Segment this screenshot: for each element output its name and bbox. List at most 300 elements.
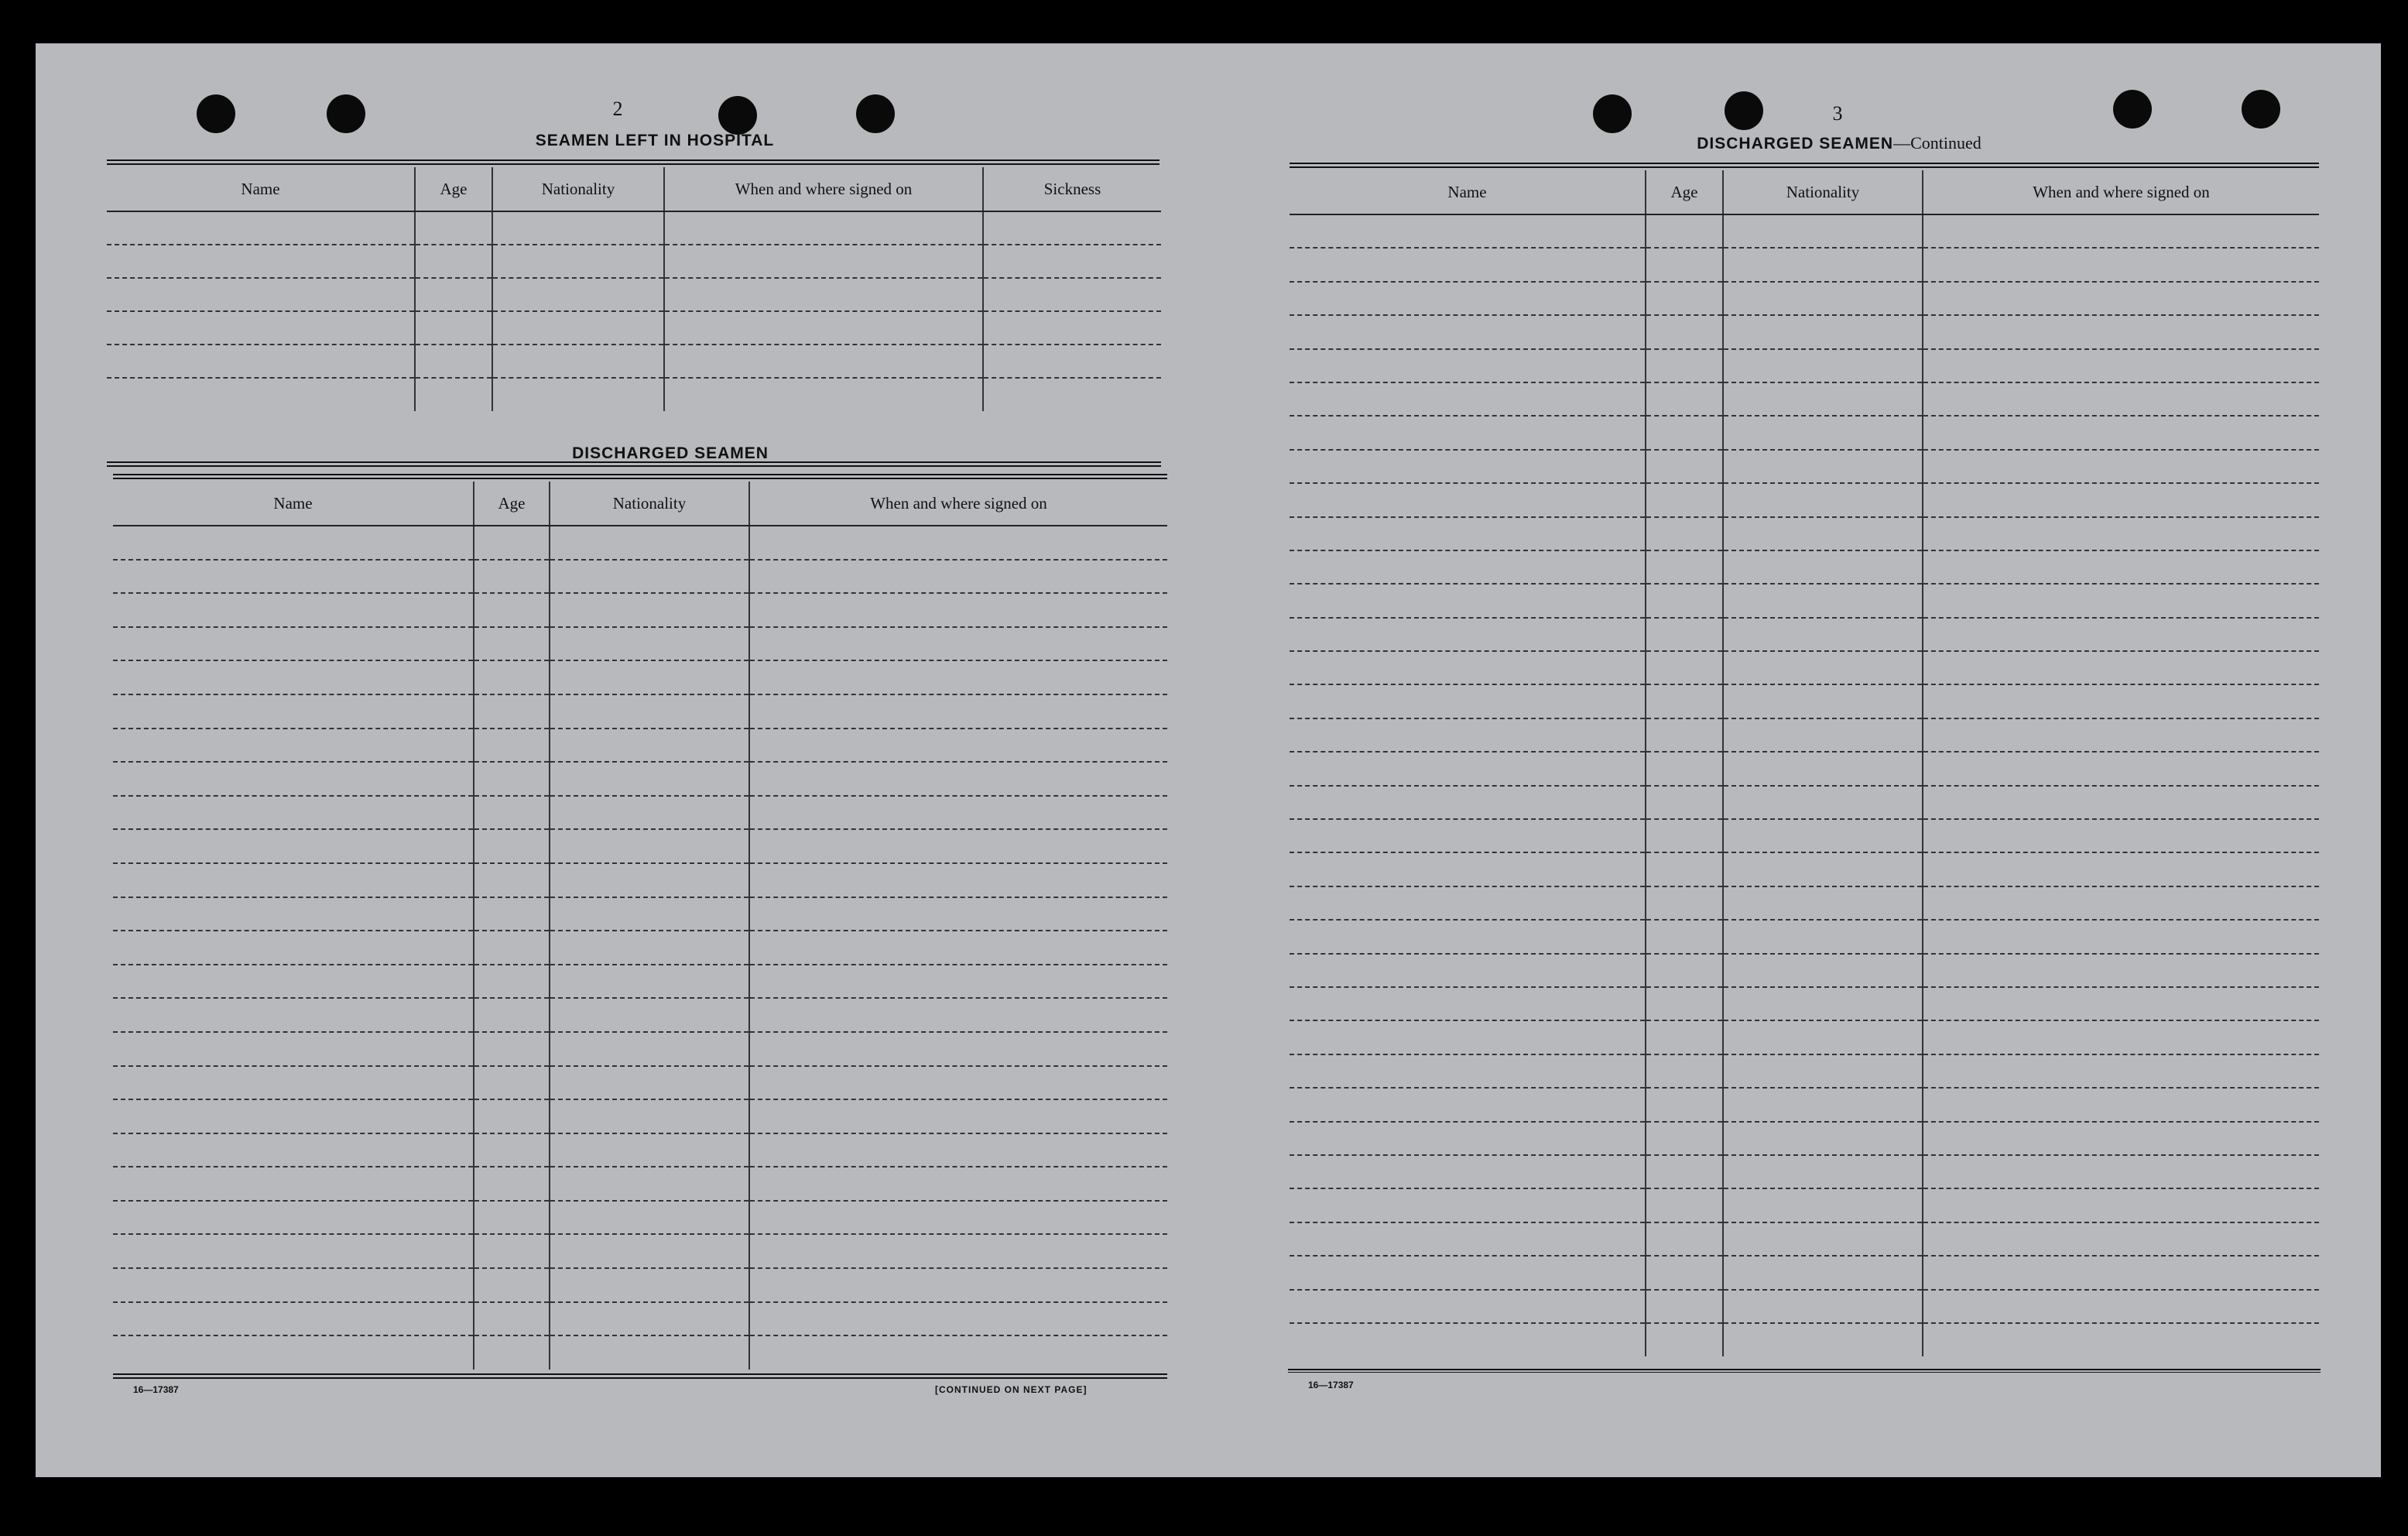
- blank-cell[interactable]: [550, 593, 749, 627]
- blank-cell[interactable]: [1723, 920, 1923, 953]
- blank-cell[interactable]: [983, 345, 1161, 378]
- blank-cell[interactable]: [113, 1066, 474, 1100]
- blank-cell[interactable]: [474, 1302, 550, 1336]
- blank-cell[interactable]: [1646, 1222, 1723, 1256]
- blank-cell[interactable]: [474, 965, 550, 999]
- blank-cell[interactable]: [1723, 886, 1923, 920]
- blank-cell[interactable]: [1723, 1054, 1923, 1088]
- blank-cell[interactable]: [113, 1201, 474, 1235]
- blank-cell[interactable]: [1923, 416, 2319, 449]
- blank-cell[interactable]: [1646, 618, 1723, 651]
- blank-cell[interactable]: [1923, 1222, 2319, 1256]
- blank-cell[interactable]: [1723, 1256, 1923, 1289]
- blank-cell[interactable]: [113, 1234, 474, 1268]
- blank-cell[interactable]: [474, 762, 550, 796]
- blank-cell[interactable]: [1646, 450, 1723, 483]
- blank-cell[interactable]: [1646, 1122, 1723, 1155]
- table-row: [1290, 1188, 2319, 1222]
- blank-cell[interactable]: [664, 278, 983, 311]
- blank-cell[interactable]: [1923, 550, 2319, 584]
- blank-cell[interactable]: [749, 965, 1167, 999]
- discharged-continued-table: [1290, 170, 2319, 1356]
- blank-cell[interactable]: [1646, 718, 1723, 752]
- blank-cell[interactable]: [550, 526, 749, 560]
- blank-cell[interactable]: [1290, 1155, 1646, 1188]
- blank-cell[interactable]: [1923, 450, 2319, 483]
- blank-cell[interactable]: [474, 1167, 550, 1201]
- blank-cell[interactable]: [113, 1302, 474, 1336]
- blank-cell[interactable]: [1290, 920, 1646, 953]
- continued-note: [CONTINUED ON NEXT PAGE]: [935, 1384, 1088, 1395]
- blank-cell[interactable]: [113, 560, 474, 594]
- blank-cell[interactable]: [1723, 382, 1923, 416]
- form-sheet: [36, 43, 2381, 1477]
- blank-cell[interactable]: [1646, 1088, 1723, 1121]
- discharged-continued-bottom-rule: [1288, 1369, 2321, 1373]
- blank-cell[interactable]: [1723, 282, 1923, 315]
- blank-cell[interactable]: [107, 245, 415, 278]
- blank-cell[interactable]: [113, 796, 474, 830]
- blank-cell[interactable]: [1723, 248, 1923, 281]
- blank-cell[interactable]: [1723, 349, 1923, 382]
- blank-cell[interactable]: [1646, 315, 1723, 348]
- blank-cell[interactable]: [1646, 684, 1723, 718]
- blank-cell[interactable]: [492, 211, 664, 245]
- blank-cell[interactable]: [983, 211, 1161, 245]
- blank-cell[interactable]: [1923, 618, 2319, 651]
- blank-cell[interactable]: [492, 245, 664, 278]
- blank-cell[interactable]: [1923, 954, 2319, 987]
- blank-cell[interactable]: [1646, 1256, 1723, 1289]
- blank-cell[interactable]: [1646, 954, 1723, 987]
- blank-cell[interactable]: [983, 278, 1161, 311]
- blank-cell[interactable]: [1646, 1323, 1723, 1356]
- blank-cell[interactable]: [1923, 1155, 2319, 1188]
- blank-cell[interactable]: [1646, 483, 1723, 516]
- blank-cell[interactable]: [1646, 1020, 1723, 1054]
- blank-cell[interactable]: [1646, 1155, 1723, 1188]
- blank-cell[interactable]: [1723, 1122, 1923, 1155]
- blank-cell[interactable]: [113, 1099, 474, 1133]
- blank-cell[interactable]: [550, 965, 749, 999]
- blank-cell[interactable]: [1723, 1020, 1923, 1054]
- blank-cell[interactable]: [1923, 1188, 2319, 1222]
- blank-cell[interactable]: [1723, 786, 1923, 819]
- blank-cell[interactable]: [1646, 886, 1723, 920]
- blank-cell[interactable]: [474, 560, 550, 594]
- blank-cell[interactable]: [1723, 618, 1923, 651]
- blank-cell[interactable]: [107, 278, 415, 311]
- blank-cell[interactable]: [1646, 584, 1723, 617]
- blank-cell[interactable]: [664, 311, 983, 345]
- blank-cell[interactable]: [749, 1167, 1167, 1201]
- blank-cell[interactable]: [1646, 651, 1723, 684]
- blank-cell[interactable]: [107, 311, 415, 345]
- blank-cell[interactable]: [749, 1201, 1167, 1235]
- blank-cell[interactable]: [113, 729, 474, 763]
- blank-cell[interactable]: [1646, 517, 1723, 550]
- blank-cell[interactable]: [107, 345, 415, 378]
- blank-cell[interactable]: [1923, 920, 2319, 953]
- blank-cell[interactable]: [113, 526, 474, 560]
- table-row: [107, 245, 1161, 278]
- blank-cell[interactable]: [1290, 1222, 1646, 1256]
- blank-cell[interactable]: [1290, 852, 1646, 886]
- table-row: [1290, 382, 2319, 416]
- blank-cell[interactable]: [749, 931, 1167, 965]
- blank-cell[interactable]: [113, 1032, 474, 1066]
- blank-cell[interactable]: [1923, 1323, 2319, 1356]
- blank-cell[interactable]: [1290, 517, 1646, 550]
- blank-cell[interactable]: [1723, 987, 1923, 1020]
- blank-cell[interactable]: [1646, 920, 1723, 953]
- blank-cell[interactable]: [1290, 416, 1646, 449]
- blank-cell[interactable]: [1290, 786, 1646, 819]
- blank-cell[interactable]: [1723, 819, 1923, 852]
- blank-cell[interactable]: [983, 311, 1161, 345]
- table-row: [1290, 819, 2319, 852]
- blank-cell[interactable]: [1723, 684, 1923, 718]
- blank-cell[interactable]: [107, 211, 415, 245]
- blank-cell[interactable]: [492, 378, 664, 411]
- blank-cell[interactable]: [749, 1066, 1167, 1100]
- blank-cell[interactable]: [1290, 1323, 1646, 1356]
- blank-cell[interactable]: [1923, 752, 2319, 785]
- blank-cell[interactable]: [550, 1268, 749, 1302]
- blank-cell[interactable]: [749, 863, 1167, 897]
- blank-cell[interactable]: [1723, 852, 1923, 886]
- blank-cell[interactable]: [749, 694, 1167, 729]
- blank-cell[interactable]: [550, 627, 749, 661]
- blank-cell[interactable]: [1646, 282, 1723, 315]
- blank-cell[interactable]: [1723, 1188, 1923, 1222]
- blank-cell[interactable]: [415, 311, 492, 345]
- table-row: [1290, 550, 2319, 584]
- blank-cell[interactable]: [474, 1099, 550, 1133]
- blank-cell[interactable]: [1723, 315, 1923, 348]
- discharged-top-rule: [113, 474, 1167, 479]
- blank-cell[interactable]: [415, 378, 492, 411]
- table-row: [113, 1234, 1167, 1268]
- blank-cell[interactable]: [1923, 483, 2319, 516]
- blank-cell[interactable]: [749, 1032, 1167, 1066]
- blank-cell[interactable]: [1290, 349, 1646, 382]
- blank-cell[interactable]: [474, 897, 550, 931]
- blank-cell[interactable]: [749, 897, 1167, 931]
- blank-cell[interactable]: [749, 560, 1167, 594]
- blank-cell[interactable]: [474, 1133, 550, 1167]
- blank-cell[interactable]: [1646, 852, 1723, 886]
- blank-cell[interactable]: [113, 1335, 474, 1370]
- blank-cell[interactable]: [749, 829, 1167, 863]
- blank-cell[interactable]: [474, 627, 550, 661]
- blank-cell[interactable]: [1290, 1188, 1646, 1222]
- blank-cell[interactable]: [1723, 718, 1923, 752]
- blank-cell[interactable]: [1646, 752, 1723, 785]
- blank-cell[interactable]: [1646, 786, 1723, 819]
- blank-cell[interactable]: [1923, 517, 2319, 550]
- blank-cell[interactable]: [1723, 517, 1923, 550]
- table-row: [1290, 214, 2319, 248]
- blank-cell[interactable]: [474, 863, 550, 897]
- blank-cell[interactable]: [1290, 584, 1646, 617]
- blank-cell[interactable]: [550, 998, 749, 1032]
- blank-cell[interactable]: [1723, 450, 1923, 483]
- table-row: [113, 998, 1167, 1032]
- blank-cell[interactable]: [1723, 584, 1923, 617]
- blank-cell[interactable]: [474, 1335, 550, 1370]
- blank-cell[interactable]: [550, 694, 749, 729]
- blank-cell[interactable]: [492, 278, 664, 311]
- blank-cell[interactable]: [1290, 214, 1646, 248]
- blank-cell[interactable]: [492, 311, 664, 345]
- blank-cell[interactable]: [1646, 987, 1723, 1020]
- blank-cell[interactable]: [492, 345, 664, 378]
- blank-cell[interactable]: [415, 211, 492, 245]
- hospital-table: [107, 167, 1161, 411]
- blank-cell[interactable]: [1290, 1054, 1646, 1088]
- table-row: [1290, 954, 2319, 987]
- blank-cell[interactable]: [1290, 1088, 1646, 1121]
- blank-cell[interactable]: [983, 245, 1161, 278]
- blank-cell[interactable]: [664, 345, 983, 378]
- blank-cell[interactable]: [749, 998, 1167, 1032]
- blank-cell[interactable]: [550, 829, 749, 863]
- blank-cell[interactable]: [550, 1302, 749, 1336]
- table-row: [113, 1167, 1167, 1201]
- blank-cell[interactable]: [1923, 282, 2319, 315]
- blank-cell[interactable]: [113, 593, 474, 627]
- left-page: [36, 43, 1197, 1477]
- blank-cell[interactable]: [1646, 1054, 1723, 1088]
- blank-cell[interactable]: [415, 345, 492, 378]
- blank-cell[interactable]: [550, 931, 749, 965]
- table-row: [1290, 1088, 2319, 1121]
- blank-cell[interactable]: [1923, 1122, 2319, 1155]
- blank-cell[interactable]: [1290, 1122, 1646, 1155]
- blank-cell[interactable]: [749, 660, 1167, 694]
- table-row: [1290, 1323, 2319, 1356]
- blank-cell[interactable]: [474, 660, 550, 694]
- blank-cell[interactable]: [113, 1268, 474, 1302]
- column-header-signed-on: When and where signed on: [664, 167, 983, 211]
- blank-cell[interactable]: [474, 1201, 550, 1235]
- blank-cell[interactable]: [749, 1234, 1167, 1268]
- blank-cell[interactable]: [749, 526, 1167, 560]
- blank-cell[interactable]: [1723, 1323, 1923, 1356]
- blank-cell[interactable]: [1923, 886, 2319, 920]
- blank-cell[interactable]: [1723, 1290, 1923, 1323]
- form-code: 16—17387: [1308, 1380, 1354, 1390]
- blank-cell[interactable]: [1723, 1155, 1923, 1188]
- blank-cell[interactable]: [113, 998, 474, 1032]
- table-row: [113, 729, 1167, 763]
- blank-cell[interactable]: [474, 593, 550, 627]
- blank-cell[interactable]: [1290, 1256, 1646, 1289]
- blank-cell[interactable]: [1290, 651, 1646, 684]
- blank-cell[interactable]: [1290, 954, 1646, 987]
- blank-cell[interactable]: [1923, 651, 2319, 684]
- blank-cell[interactable]: [1646, 382, 1723, 416]
- hospital-section-title: SEAMEN LEFT IN HOSPITAL: [535, 132, 775, 149]
- blank-cell[interactable]: [1723, 954, 1923, 987]
- table-row: [107, 345, 1161, 378]
- blank-cell[interactable]: [1646, 349, 1723, 382]
- blank-cell[interactable]: [1723, 214, 1923, 248]
- blank-cell[interactable]: [1923, 684, 2319, 718]
- blank-cell[interactable]: [1290, 618, 1646, 651]
- blank-cell[interactable]: [113, 627, 474, 661]
- blank-cell[interactable]: [550, 1201, 749, 1235]
- blank-cell[interactable]: [474, 729, 550, 763]
- blank-cell[interactable]: [1646, 1188, 1723, 1222]
- blank-cell[interactable]: [550, 897, 749, 931]
- blank-cell[interactable]: [550, 1167, 749, 1201]
- title-suffix: —Continued: [1893, 133, 1982, 153]
- blank-cell[interactable]: [1290, 450, 1646, 483]
- blank-cell[interactable]: [749, 762, 1167, 796]
- blank-cell[interactable]: [474, 694, 550, 729]
- blank-cell[interactable]: [1723, 752, 1923, 785]
- blank-cell[interactable]: [1646, 1290, 1723, 1323]
- blank-cell[interactable]: [1923, 786, 2319, 819]
- blank-cell[interactable]: [1723, 651, 1923, 684]
- blank-cell[interactable]: [1290, 282, 1646, 315]
- blank-cell[interactable]: [1923, 1054, 2319, 1088]
- right-page: [1197, 43, 2381, 1477]
- blank-cell[interactable]: [1923, 819, 2319, 852]
- blank-cell[interactable]: [1646, 214, 1723, 248]
- blank-cell[interactable]: [113, 863, 474, 897]
- column-header-age: Age: [415, 167, 492, 211]
- blank-cell[interactable]: [550, 729, 749, 763]
- blank-cell[interactable]: [1290, 550, 1646, 584]
- blank-cell[interactable]: [113, 1133, 474, 1167]
- blank-cell[interactable]: [1923, 718, 2319, 752]
- blank-cell[interactable]: [1923, 1020, 2319, 1054]
- table-row: [113, 762, 1167, 796]
- blank-cell[interactable]: [1290, 315, 1646, 348]
- blank-cell[interactable]: [1723, 550, 1923, 584]
- blank-cell[interactable]: [749, 1268, 1167, 1302]
- blank-cell[interactable]: [113, 694, 474, 729]
- blank-cell[interactable]: [550, 1335, 749, 1370]
- blank-cell[interactable]: [1290, 987, 1646, 1020]
- table-row: [113, 1066, 1167, 1100]
- blank-cell[interactable]: [1290, 483, 1646, 516]
- blank-cell[interactable]: [749, 729, 1167, 763]
- blank-cell[interactable]: [1290, 684, 1646, 718]
- blank-cell[interactable]: [1923, 987, 2319, 1020]
- blank-cell[interactable]: [1923, 852, 2319, 886]
- blank-cell[interactable]: [664, 245, 983, 278]
- blank-cell[interactable]: [1723, 483, 1923, 516]
- blank-cell[interactable]: [474, 1032, 550, 1066]
- blank-cell[interactable]: [1290, 752, 1646, 785]
- blank-cell[interactable]: [550, 660, 749, 694]
- blank-cell[interactable]: [1923, 1256, 2319, 1289]
- blank-cell[interactable]: [1923, 1088, 2319, 1121]
- hospital-top-rule: [107, 159, 1159, 165]
- blank-cell[interactable]: [474, 931, 550, 965]
- blank-cell[interactable]: [107, 378, 415, 411]
- blank-cell[interactable]: [1723, 1088, 1923, 1121]
- blank-cell[interactable]: [550, 1032, 749, 1066]
- blank-cell[interactable]: [1290, 886, 1646, 920]
- table-row: [113, 863, 1167, 897]
- blank-cell[interactable]: [113, 660, 474, 694]
- blank-cell[interactable]: [550, 1099, 749, 1133]
- blank-cell[interactable]: [474, 1066, 550, 1100]
- blank-cell[interactable]: [113, 1167, 474, 1201]
- blank-cell[interactable]: [474, 829, 550, 863]
- table-row: [1290, 651, 2319, 684]
- blank-cell[interactable]: [474, 526, 550, 560]
- blank-cell[interactable]: [415, 245, 492, 278]
- blank-cell[interactable]: [1290, 1290, 1646, 1323]
- blank-cell[interactable]: [664, 378, 983, 411]
- blank-cell[interactable]: [749, 1335, 1167, 1370]
- blank-cell[interactable]: [1646, 416, 1723, 449]
- blank-cell[interactable]: [749, 796, 1167, 830]
- blank-cell[interactable]: [474, 1268, 550, 1302]
- blank-cell[interactable]: [113, 897, 474, 931]
- blank-cell[interactable]: [1646, 550, 1723, 584]
- blank-cell[interactable]: [550, 796, 749, 830]
- blank-cell[interactable]: [664, 211, 983, 245]
- blank-cell[interactable]: [474, 1234, 550, 1268]
- blank-cell[interactable]: [113, 762, 474, 796]
- blank-cell[interactable]: [474, 796, 550, 830]
- blank-cell[interactable]: [1923, 1290, 2319, 1323]
- blank-cell[interactable]: [749, 1302, 1167, 1336]
- blank-cell[interactable]: [1923, 349, 2319, 382]
- blank-cell[interactable]: [113, 965, 474, 999]
- blank-cell[interactable]: [415, 278, 492, 311]
- blank-cell[interactable]: [550, 560, 749, 594]
- blank-cell[interactable]: [1290, 382, 1646, 416]
- blank-cell[interactable]: [1723, 416, 1923, 449]
- blank-cell[interactable]: [550, 863, 749, 897]
- blank-cell[interactable]: [749, 627, 1167, 661]
- blank-cell[interactable]: [983, 378, 1161, 411]
- blank-cell[interactable]: [1646, 819, 1723, 852]
- blank-cell[interactable]: [1723, 1222, 1923, 1256]
- blank-cell[interactable]: [550, 1066, 749, 1100]
- blank-cell[interactable]: [550, 762, 749, 796]
- blank-cell[interactable]: [1923, 382, 2319, 416]
- form-code: 16—17387: [133, 1384, 179, 1395]
- blank-cell[interactable]: [1923, 214, 2319, 248]
- blank-cell[interactable]: [749, 593, 1167, 627]
- blank-cell[interactable]: [1290, 819, 1646, 852]
- blank-cell[interactable]: [550, 1133, 749, 1167]
- column-header-age: Age: [474, 482, 550, 526]
- blank-cell[interactable]: [1923, 584, 2319, 617]
- blank-cell[interactable]: [1290, 718, 1646, 752]
- blank-cell[interactable]: [1290, 248, 1646, 281]
- blank-cell[interactable]: [1290, 1020, 1646, 1054]
- blank-cell[interactable]: [1923, 315, 2319, 348]
- blank-cell[interactable]: [113, 829, 474, 863]
- blank-cell[interactable]: [474, 998, 550, 1032]
- blank-cell[interactable]: [550, 1234, 749, 1268]
- blank-cell[interactable]: [1646, 248, 1723, 281]
- blank-cell[interactable]: [749, 1133, 1167, 1167]
- blank-cell[interactable]: [1923, 248, 2319, 281]
- blank-cell[interactable]: [749, 1099, 1167, 1133]
- blank-cell[interactable]: [113, 931, 474, 965]
